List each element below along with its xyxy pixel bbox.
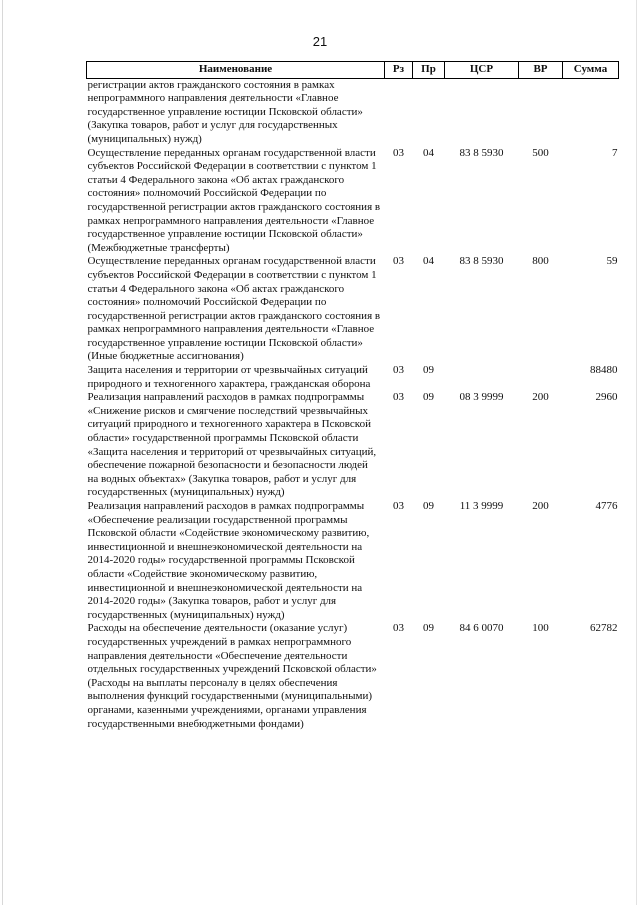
- row-name: Осуществление переданных органам государственной власти субъектов Российской Федерации в соответствии с пунктом 1 статьи 4 Федерального закона «Об актах гражданского состояния» полномочий Российской Федерации по государственной регистрации актов гражданского состояния в рамках непрограммного направления деятельности «Главное государственное управление юстиции Псковской области» (Иные бюджетные ассигнования): [87, 255, 381, 363]
- row-pr: 09: [423, 622, 434, 635]
- row-rz: 03: [393, 146, 404, 159]
- table-row: [87, 622, 619, 731]
- row-name: Расходы на обеспечение деятельности (оказание услуг) государственных учреждений в рамках непрограммного направления деятельности «Обеспечение деятельности отдельных государственных учреждений Псковской области» (Расходы на выплаты персоналу в целях обеспечения выполнения функций государственными (муниципальными) органами, казенными учреждениями, органами управления государственными внебюджетными фондами): [87, 622, 377, 730]
- row-sum: 62782: [590, 622, 618, 635]
- row-name: Реализация направлений расходов в рамках подпрограммы «Снижение рисков и смягчение последствий чрезвычайных ситуаций природного и техногенного характера в Псковской области» государственной программы Псковской области «Защита населения и территорий от чрезвычайных ситуаций, обеспечение пожарной безопасности и безопасности людей на водных объектах» (Закупка товаров, работ и услуг для государственных (муниципальных) нужд): [87, 391, 377, 499]
- row-sum: 4776: [595, 500, 618, 512]
- row-name: Реализация направлений расходов в рамках подпрограммы «Обеспечение реализации государственной программы Псковской области «Содействие экономическому развитию, инвестиционной и внешнеэкономической деятельности на 2014-2020 годы» государственной программы Псковской области «Содействие экономическому развитию, инвестиционной и внешнеэкономической деятельности на 2014-2020 годы» (Закупка товаров, работ и услуг для государственных (муниципальных) нужд): [87, 500, 370, 621]
- header-csr: ЦСР: [445, 62, 519, 79]
- row-csr: 11 3 9999: [459, 500, 504, 512]
- row-vr: 100: [532, 622, 549, 635]
- page-number: 21: [312, 34, 328, 49]
- table-body: [87, 78, 619, 731]
- row-vr: [519, 78, 563, 146]
- table-row: [87, 391, 619, 500]
- table-row: [87, 255, 619, 364]
- row-sum: 88480: [590, 364, 618, 377]
- row-name: регистрации актов гражданского состояния в рамках непрограммного направления деятельности «Главное государственное управление юстиции Псковской области» (Закупка товаров, работ и услуг для государственных (муниципальных) нужд): [87, 78, 363, 145]
- header-vr: ВР: [519, 62, 563, 79]
- row-pr: 04: [423, 146, 434, 159]
- row-pr: 09: [423, 391, 434, 404]
- row-vr: 800: [532, 255, 549, 268]
- table-row: [87, 78, 619, 146]
- row-sum: 7: [612, 146, 618, 159]
- header-name: Наименование: [87, 62, 385, 79]
- header-sum: Сумма: [563, 62, 619, 79]
- row-sum: [563, 78, 619, 146]
- table-row: [87, 500, 619, 622]
- row-rz: 03: [393, 500, 404, 512]
- row-vr: 200: [532, 500, 549, 512]
- row-csr: 84 6 0070: [459, 622, 504, 635]
- row-csr: 83 8 5930: [459, 146, 504, 159]
- row-csr: 83 8 5930: [459, 255, 504, 268]
- header-rz: Рз: [385, 62, 413, 79]
- row-rz: 03: [393, 364, 404, 377]
- row-rz: 03: [393, 255, 404, 268]
- table-row: [87, 364, 619, 391]
- table-header: [87, 62, 619, 79]
- table-row: [87, 147, 619, 256]
- row-pr: 09: [423, 364, 434, 377]
- row-csr: [445, 364, 519, 391]
- scan-edge-right: [636, 0, 637, 905]
- scan-edge-left: [2, 0, 3, 905]
- row-vr: 200: [532, 391, 549, 404]
- header-pr: Пр: [413, 62, 445, 79]
- row-csr: 08 3 9999: [459, 391, 504, 404]
- row-sum: 2960: [595, 391, 618, 404]
- row-rz: 03: [393, 622, 404, 635]
- row-vr: [519, 364, 563, 391]
- budget-table: [86, 61, 619, 731]
- row-rz: [385, 78, 413, 146]
- row-pr: 09: [423, 500, 434, 512]
- row-rz: 03: [393, 391, 404, 404]
- row-pr: [413, 78, 445, 146]
- row-csr: [445, 78, 519, 146]
- row-name: Защита населения и территории от чрезвычайных ситуаций природного и техногенного характера, гражданская оборона: [87, 364, 371, 390]
- row-name: Осуществление переданных органам государственной власти субъектов Российской Федерации в соответствии с пунктом 1 статьи 4 Федерального закона «Об актах гражданского состояния» полномочий Российской Федерации по государственной регистрации актов гражданского состояния в рамках непрограммного направления деятельности «Главное государственное управление юстиции Псковской области» (Межбюджетные трансферты): [87, 146, 381, 254]
- row-sum: 59: [606, 255, 618, 268]
- row-pr: 04: [423, 255, 434, 268]
- row-vr: 500: [532, 146, 549, 159]
